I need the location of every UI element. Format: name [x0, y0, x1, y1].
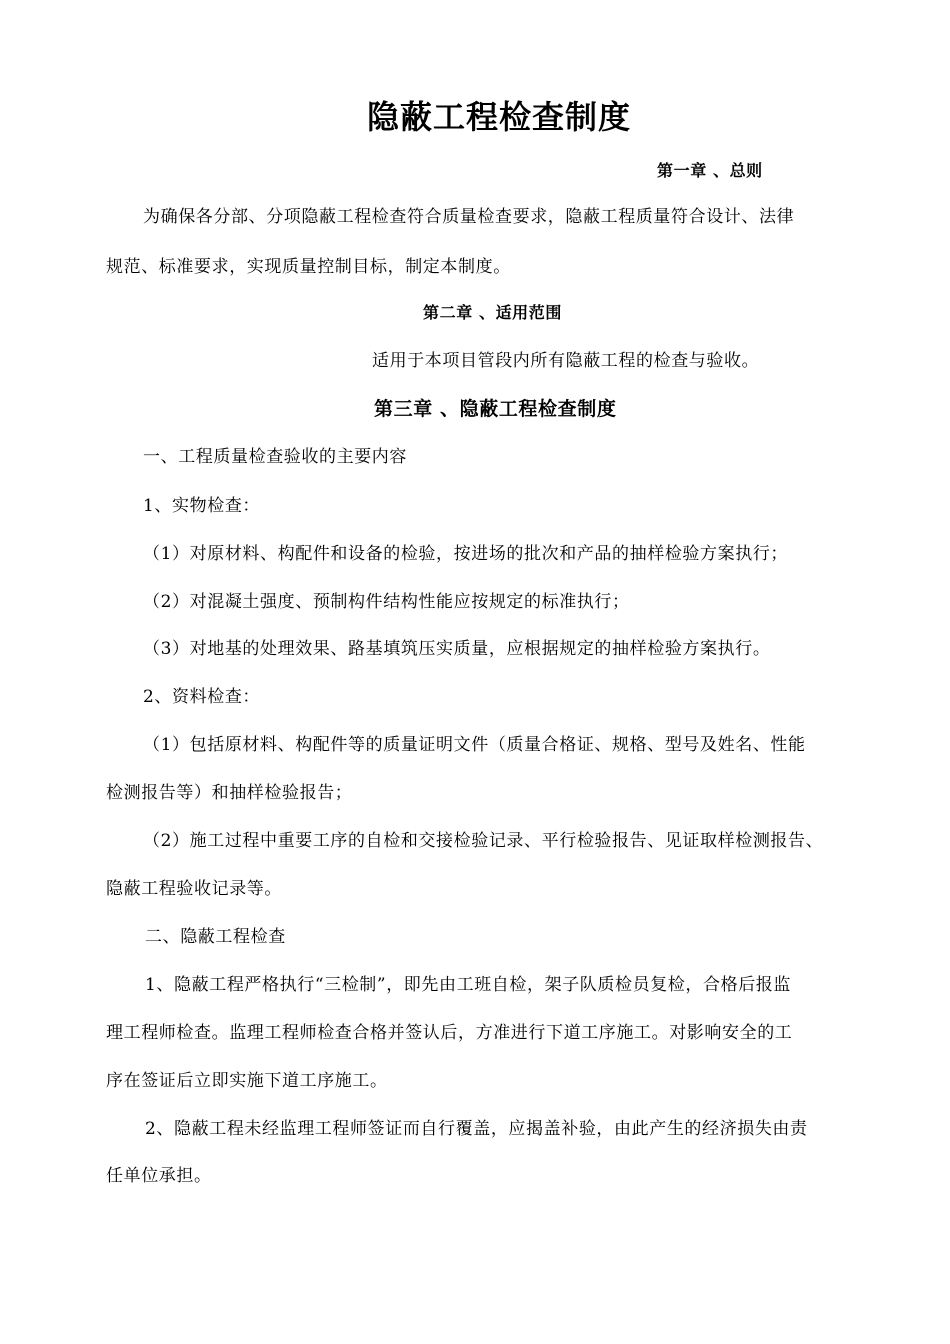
chapter2-heading: 第二章 、适用范围 — [423, 303, 562, 322]
item2-sub1-line2: 检测报告等）和抽样检验报告； — [106, 783, 353, 803]
section2-heading: 二、隐蔽工程检查 — [145, 927, 286, 947]
chapter1-heading: 第一章 、总则 — [657, 161, 763, 180]
item1-heading: 1、实物检查： — [143, 496, 261, 516]
chapter2-para: 适用于本项目管段内所有隐蔽工程的检查与验收。 — [372, 351, 760, 371]
section2-item1-line2: 理工程师检查。监理工程师检查合格并签认后，方准进行下道工序施工。对影响安全的工 — [106, 1023, 793, 1043]
item2-sub2-line1: （2）施工过程中重要工序的自检和交接检验记录、平行检验报告、见证取样检测报告、 — [143, 831, 824, 851]
document-title: 隐蔽工程检查制度 — [366, 98, 631, 136]
section2-item2-line2: 任单位承担。 — [106, 1166, 212, 1186]
section2-item1-line1: 1、隐蔽工程严格执行“三检制”，即先由工班自检，架子队质检员复检，合格后报监 — [145, 975, 791, 995]
chapter1-para-line1: 为确保各分部、分项隐蔽工程检查符合质量检查要求，隐蔽工程质量符合设计、法律 — [143, 207, 795, 227]
chapter1-para-line2: 规范、标准要求，实现质量控制目标，制定本制度。 — [106, 257, 511, 277]
item1-sub3: （3）对地基的处理效果、路基填筑压实质量，应根据规定的抽样检验方案执行。 — [143, 639, 771, 659]
item2-sub1-line1: （1）包括原材料、构配件等的质量证明文件（质量合格证、规格、型号及姓名、性能 — [143, 735, 806, 755]
item2-sub2-line2: 隐蔽工程验收记录等。 — [106, 879, 282, 899]
item2-heading: 2、资料检查： — [143, 687, 261, 707]
section1-heading: 一、工程质量检查验收的主要内容 — [143, 447, 407, 467]
section2-item1-line3: 序在签证后立即实施下道工序施工。 — [106, 1071, 388, 1091]
item1-sub2: （2）对混凝土强度、预制构件结构性能应按规定的标准执行； — [143, 592, 630, 612]
item1-sub1: （1）对原材料、构配件和设备的检验，按进场的批次和产品的抽样检验方案执行； — [143, 544, 789, 564]
section2-item2-line1: 2、隐蔽工程未经监理工程师签证而自行覆盖，应揭盖补验，由此产生的经济损失由责 — [145, 1119, 808, 1139]
chapter3-heading: 第三章 、隐蔽工程检查制度 — [374, 398, 617, 420]
